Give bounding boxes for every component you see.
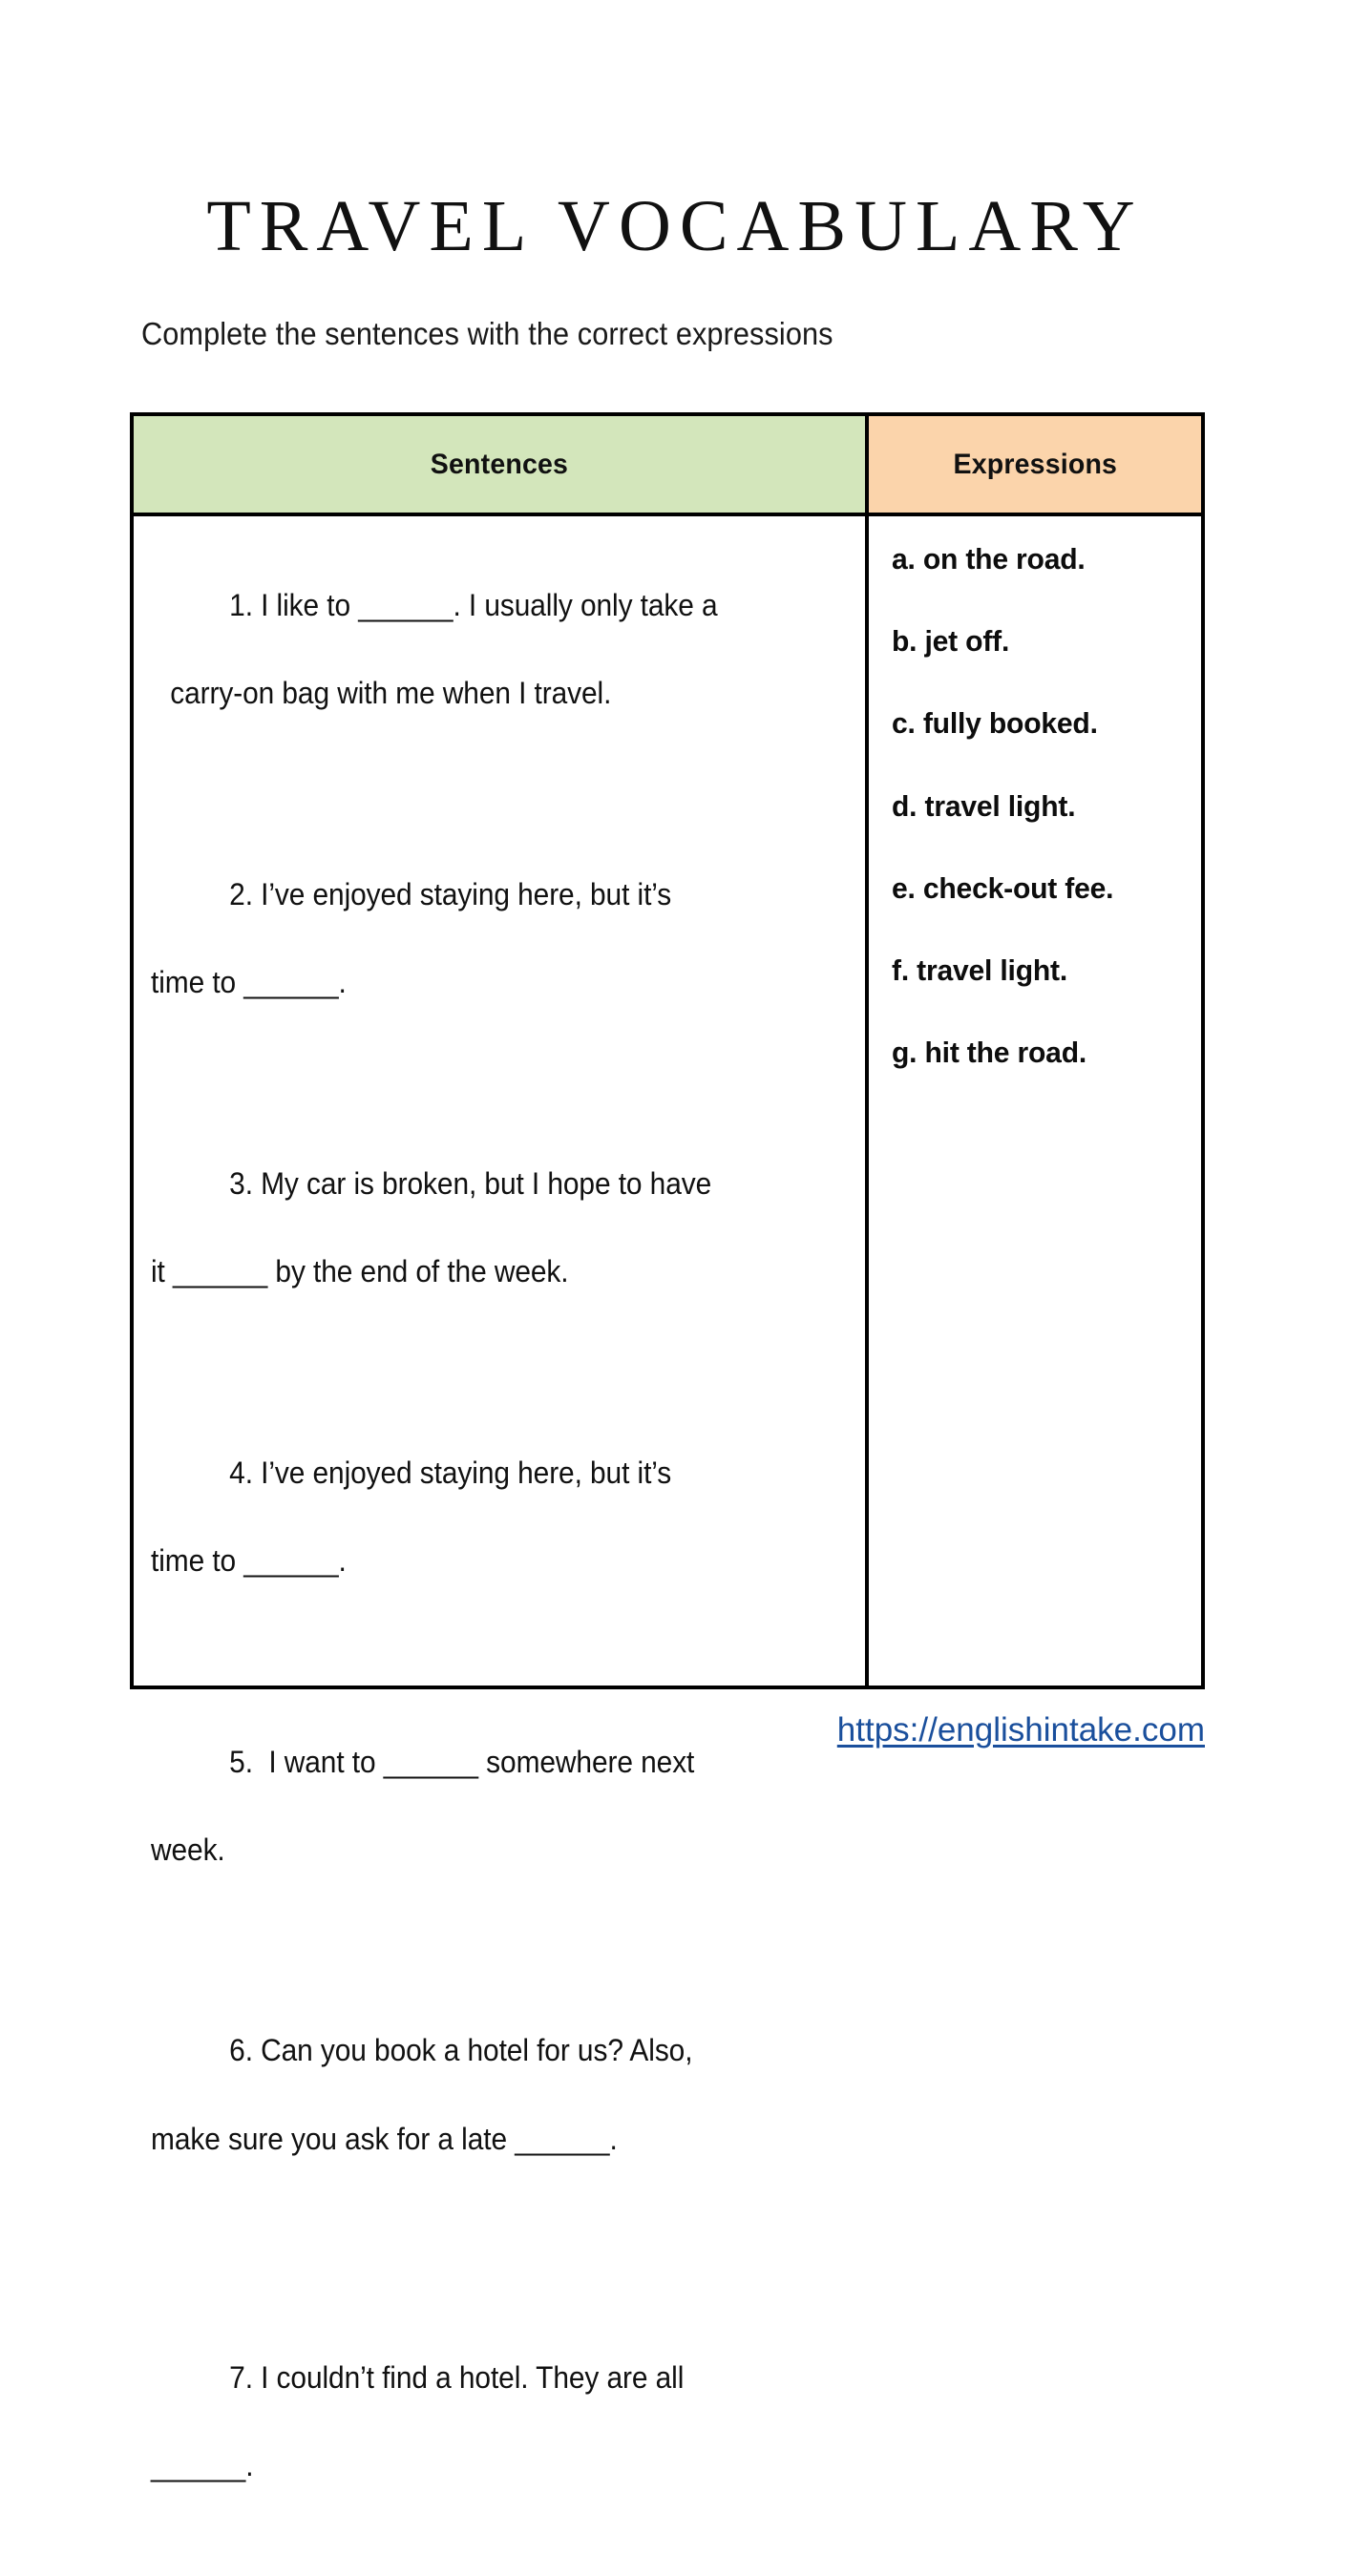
table-header-row <box>134 416 1201 516</box>
worksheet-instructions: Complete the sentences with the correct expressions <box>141 316 833 351</box>
expression-item-a: a. on the road. <box>892 542 1086 576</box>
sentence-item-4-line1: 4. I’ve enjoyed staying here, but it’s <box>229 1455 672 1490</box>
sentence-item-6-line2: make sure you ask for a late ______. <box>151 2121 618 2156</box>
page-title: TRAVEL VOCABULARY <box>206 185 1144 266</box>
sentence-item-1-line2: carry-on bag with me when I travel. <box>170 676 612 711</box>
sentence-item-5-line1: 5. I want to ______ somewhere next <box>229 1744 695 1779</box>
expression-item-d: d. travel light. <box>892 788 1076 823</box>
expression-item-b: b. jet off. <box>892 624 1010 659</box>
sentence-item-7-line1: 7. I couldn’t find a hotel. They are all <box>229 2360 685 2396</box>
column-header-sentences <box>134 416 869 513</box>
expression-item-c: c. fully booked. <box>892 706 1098 741</box>
expression-item-g: g. hit the road. <box>892 1036 1087 1070</box>
sentence-item-1 <box>151 539 840 804</box>
footer-website-link-text: https://englishintake.com <box>836 1711 1205 1749</box>
sentences-column <box>134 516 869 2483</box>
sentence-item-6-line1: 6. Can you book a hotel for us? Also, <box>229 2033 693 2068</box>
expressions-column <box>869 516 1201 1686</box>
footer-website-link[interactable] <box>0 1711 1205 1749</box>
sentence-item-6 <box>151 1984 840 2249</box>
column-header-expressions-label: Expressions <box>953 448 1117 480</box>
sentence-item-1-line1: 1. I like to ______. I usually only take a <box>229 588 718 623</box>
sentence-item-7-line2: ______. <box>151 2448 254 2483</box>
sentence-item-3-line2: it ______ by the end of the week. <box>151 1254 569 1289</box>
expression-item-f: f. travel light. <box>892 953 1068 987</box>
sentence-item-3 <box>151 1118 840 1382</box>
sentence-item-3-line1: 3. My car is broken, but I hope to have <box>229 1165 712 1201</box>
sentence-item-5-line2: week. <box>151 1832 225 1867</box>
column-header-sentences-label: Sentences <box>430 448 569 480</box>
expression-item-e: e. check-out fee. <box>892 870 1114 905</box>
sentence-item-7 <box>151 2312 840 2576</box>
sentence-item-2-line1: 2. I’ve enjoyed staying here, but it’s <box>229 876 672 911</box>
sentence-item-2-line2: time to ______. <box>151 965 347 1000</box>
sentence-item-4 <box>151 1407 840 1671</box>
sentence-item-2 <box>151 828 840 1093</box>
column-header-expressions <box>869 416 1201 513</box>
sentence-item-4-line2: time to ______. <box>151 1542 347 1578</box>
